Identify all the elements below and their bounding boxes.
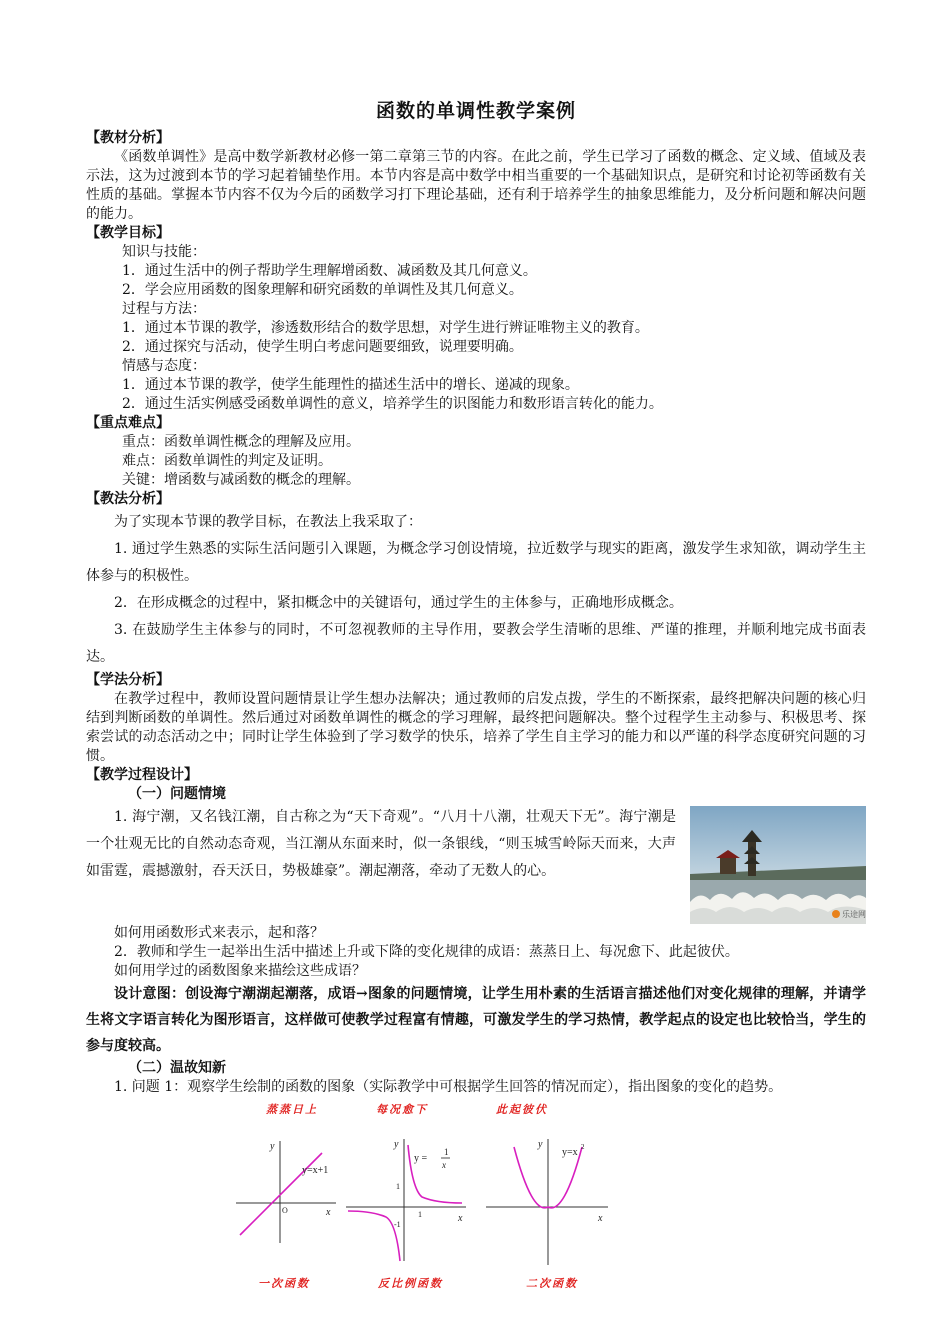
section-heading-process-design: 【教学过程设计】 — [86, 767, 198, 783]
section-heading-textbook: 【教材分析】 — [86, 130, 170, 146]
section-heading-learning-method: 【学法分析】 — [86, 672, 170, 688]
document-page — [86, 96, 866, 1291]
g1-y-label: y — [270, 1141, 275, 1152]
g2-x-label: x — [458, 1213, 463, 1224]
knowledge-label: 知识与技能： — [122, 244, 206, 260]
knowledge-item-2: 2．学会应用函数的图象理解和研究函数的单调性及其几何意义。 — [122, 282, 523, 298]
g3-exponent: 2 — [581, 1143, 585, 1151]
g3-y-label: y — [538, 1139, 543, 1150]
function-graphs-figure — [86, 1101, 866, 1291]
idiom-label-declining: 每况愈下 — [376, 1103, 428, 1116]
question-graph-idioms: 如何用学过的函数图象来描绘这些成语？ — [114, 963, 366, 979]
attitude-label: 情感与态度： — [122, 358, 206, 374]
g2-tick-x-one: 1 — [418, 1210, 422, 1219]
idiom-label-fluctuating: 此起彼伏 — [496, 1103, 548, 1116]
g2-tick-neg-one: -1 — [394, 1220, 401, 1229]
graphs-svg — [236, 1131, 616, 1271]
difficulty-line: 难点：函数单调性的判定及证明。 — [122, 453, 332, 469]
g2-curve-negative — [348, 1211, 400, 1261]
crux-line: 关键：增函数与减函数的概念的理解。 — [122, 472, 360, 488]
g1-origin: O — [282, 1206, 288, 1215]
document-title: 函数的单调性教学案例 — [375, 100, 576, 122]
subheading-problem-situation: （一）问题情境 — [128, 786, 226, 802]
g2-tick-one: 1 — [396, 1182, 400, 1191]
teaching-method-1: 1. 通过学生熟悉的实际生活问题引入课题，为概念学习创设情境，拉近数学与现实的距离，激发学生求知欲，调动学生主体参与的积极性。 — [86, 541, 866, 584]
process-item-1: 1．通过本节课的教学，渗透数形结合的数学思想，对学生进行辨证唯物主义的教育。 — [122, 320, 649, 336]
subheading-review: （二）温故知新 — [128, 1060, 226, 1076]
section-heading-objectives: 【教学目标】 — [86, 225, 170, 241]
teaching-method-3: 3. 在鼓励学生主体参与的同时，不可忽视教师的主导作用，要教会学生清晰的思维、严谨的推理，并顺利地完成书面表达。 — [86, 622, 866, 665]
attitude-item-2: 2．通过生活实例感受函数单调性的意义，培养学生的识图能力和数形语言转化的能力。 — [122, 396, 663, 412]
g2-y-label: y — [394, 1139, 399, 1150]
teaching-method-2: 2．在形成概念的过程中，紧扣概念中的关键语句，通过学生的主体参与，正确地形成概念。 — [114, 595, 683, 611]
idiom-label-rising: 蒸蒸日上 — [266, 1103, 318, 1116]
function-label-inverse: 反比例函数 — [378, 1277, 443, 1290]
g1-x-label: x — [326, 1207, 331, 1218]
key-point-line: 重点：函数单调性概念的理解及应用。 — [122, 434, 360, 450]
g2-denominator: x — [442, 1160, 446, 1170]
knowledge-item-1: 1．通过生活中的例子帮助学生理解增函数、减函数及其几何意义。 — [122, 263, 537, 279]
teaching-method-intro: 为了实现本节课的教学目标，在教法上我采取了： — [114, 514, 422, 530]
tide-paragraph: 1. 海宁潮，又名钱江潮，自古称之为“天下奇观”。“八月十八潮，壮观天下无”。海宁潮是一个壮观无比的自然动态奇观，当江潮从东面来时，似一条银线，“则玉城雪岭际天而来，大声如雷霆，震撼激射，吞天沃日，势极雄豪”。潮起潮落，牵动了无数人的心。 — [86, 809, 676, 879]
tide-block — [86, 804, 866, 924]
g2-equation-lhs: y = — [414, 1153, 428, 1164]
section-heading-key-points: 【重点难点】 — [86, 415, 170, 431]
tide-photo — [690, 806, 866, 924]
g3-equation: y=x — [562, 1147, 578, 1158]
observation-question: 1. 问题 1：观察学生绘制的函数的图象（实际教学中可根据学生回答的情况而定），指出图象的变化的趋势。 — [114, 1079, 783, 1095]
idioms-paragraph: 2．教师和学生一起举出生活中描述上升或下降的变化规律的成语：蒸蒸日上、每况愈下、此起彼伏。 — [114, 944, 739, 960]
g1-equation: y=x+1 — [302, 1165, 329, 1176]
process-item-2: 2．通过探究与活动，使学生明白考虑问题要细致，说理要明确。 — [122, 339, 523, 355]
question-rise-fall: 如何用函数形式来表示，起和落？ — [114, 925, 324, 941]
g3-x-label: x — [598, 1213, 603, 1224]
textbook-analysis-paragraph: 《函数单调性》是高中数学新教材必修一第二章第三节的内容。在此之前，学生已学习了函数的概念、定义域、值域及表示法，这为过渡到本节的学习起着铺垫作用。本节内容是高中数学中相当重要的一个基础知识点，是研究和讨论初等函数有关性质的基础。掌握本节内容不仅为今后的函数学习打下理论基础，还有利于培养学生的抽象思维能力，及分析问题和解决问题的能力。 — [86, 149, 866, 222]
process-label: 过程与方法： — [122, 301, 206, 317]
learning-method-paragraph: 在教学过程中，教师设置问题情景让学生想办法解决；通过教师的启发点拨，学生的不断探索，最终把解决问题的核心归结到判断函数的单调性。然后通过对函数单调性的概念的学习理解，最终把问题解决。整个过程学生主动参与、积极思考、探索尝试的动态活动之中；同时让学生体验到了学习数学的快乐，培养了学生自主学习的能力和以严谨的科学态度研究问题的习惯。 — [86, 691, 866, 764]
photo-watermark: 乐途网 — [842, 910, 866, 919]
tide-photo-image — [690, 806, 866, 924]
g2-numerator: 1 — [444, 1147, 449, 1157]
function-label-quadratic: 二次函数 — [526, 1277, 578, 1290]
attitude-item-1: 1．通过本节课的教学，使学生能理性的描述生活中的增长、递减的现象。 — [122, 377, 579, 393]
function-label-linear: 一次函数 — [258, 1277, 310, 1290]
section-heading-teaching-method: 【教法分析】 — [86, 491, 170, 507]
design-intent-paragraph: 设计意图：创设海宁潮湖起潮落，成语→图象的问题情境，让学生用朴素的生活语言描述他们对变化规律的理解，并请学生将文字语言转化为图形语言，这样做可使教学过程富有情趣，可激发学生的学习热情，教学起点的设定也比较恰当，学生的参与度较高。 — [86, 986, 866, 1054]
